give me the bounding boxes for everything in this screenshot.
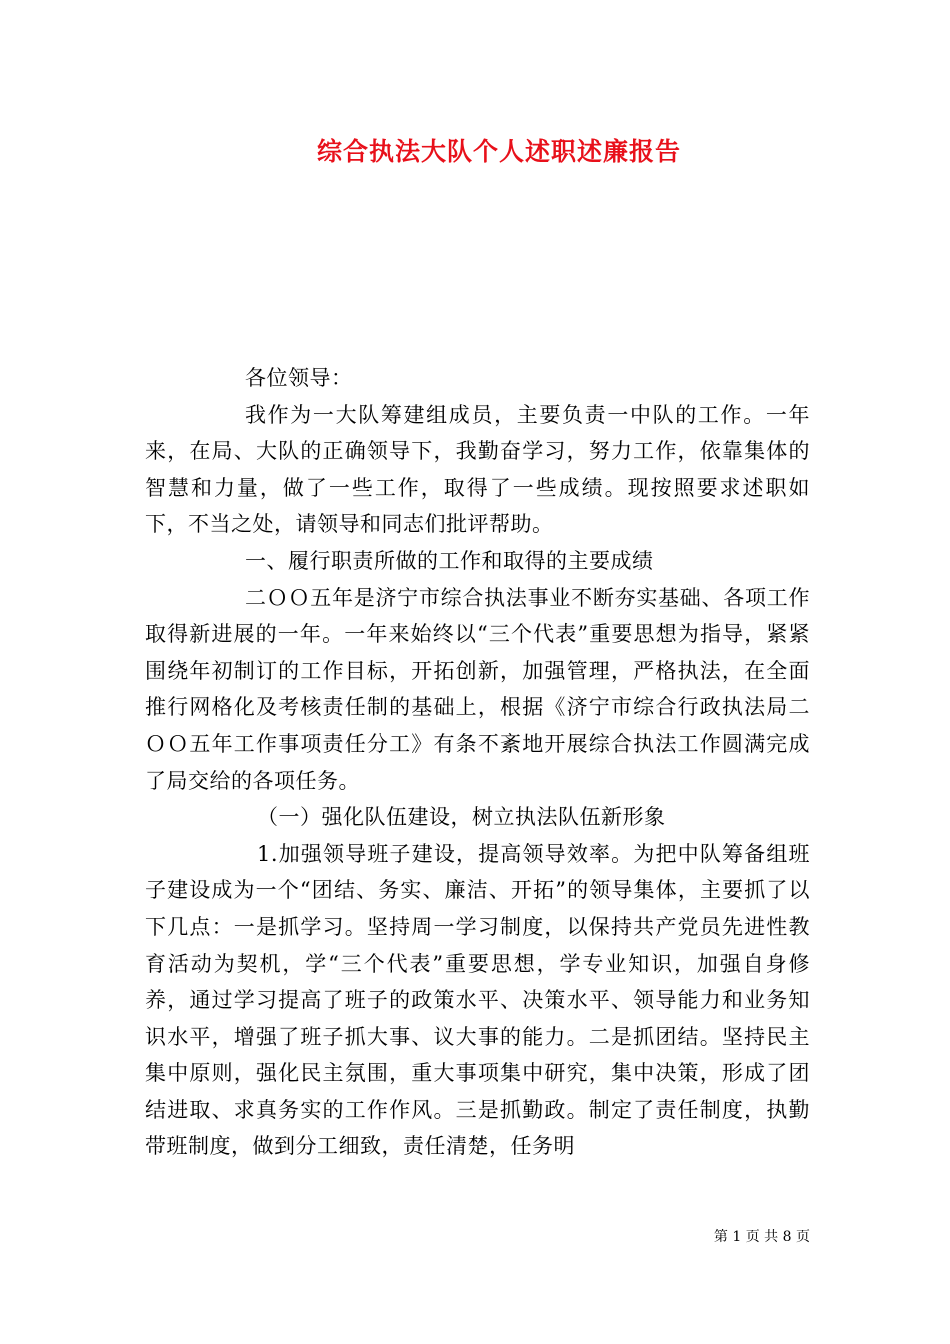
intro-paragraph: 我作为一大队筹建组成员，主要负责一中队的工作。一年来，在局、大队的正确领导下，我勤奋学习，努力工作，依靠集体的智慧和力量，做了一些工作，取得了一些成绩。现按照要求述职如下，不当之处，请领导和同志们批评帮助。	[145, 402, 810, 537]
section-heading-1: 一、履行职责所做的工作和取得的主要成绩	[245, 548, 654, 573]
salutation: 各位领导：	[245, 366, 353, 390]
overview-paragraph: 二ＯＯ五年是济宁市综合执法事业不断夯实基础、各项工作取得新进展的一年。一年来始终以“三个代表”重要思想为指导，紧紧围绕年初制订的工作目标，开拓创新，加强管理，严格执法，在全面推行网格化及考核责任制的基础上，根据《济宁市综合行政执法局二ＯＯ五年工作事项责任分工》有条不紊地开展综合执法工作圆满完成了局交给的各项任务。	[145, 585, 810, 793]
subsection-heading-1: （一）强化队伍建设，树立执法队伍新形象	[257, 805, 666, 830]
document-body	[145, 360, 810, 1165]
page-number-footer: 第 1 页 共 8 页	[713, 1229, 810, 1245]
document-title: 综合执法大队个人述职述廉报告	[316, 137, 681, 166]
leadership-paragraph: 1.加强领导班子建设，提高领导效率。为把中队筹备组班子建设成为一个“团结、务实、廉洁、开拓”的领导集体，主要抓了以下几点：一是抓学习。坚持周一学习制度，以保持共产党员先进性教育活动为契机，学“三个代表”重要思想，学专业知识，加强自身修养，通过学习提高了班子的政策水平、决策水平、领导能力和业务知识水平，增强了班子抓大事、议大事的能力。二是抓团结。坚持民主集中原则，强化民主氛围，重大事项集中研究，集中决策，形成了团结进取、求真务实的工作作风。三是抓勤政。制定了责任制度，执勤带班制度，做到分工细致，责任清楚，任务明	[145, 841, 810, 1159]
